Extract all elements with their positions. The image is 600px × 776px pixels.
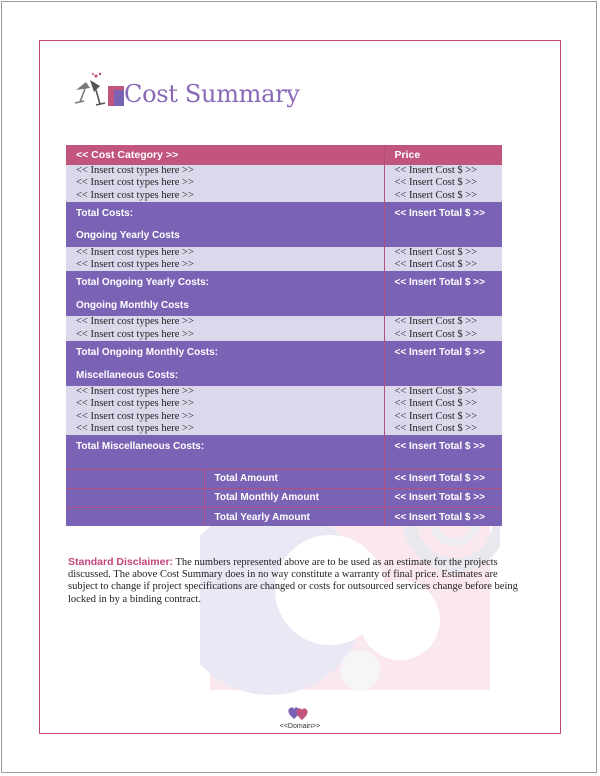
total-monthly-value: << Insert Total $ >> (384, 341, 502, 364)
cost-price-item: << Insert Cost $ >> (394, 165, 478, 176)
hearts-icon (287, 703, 311, 721)
cost-type-item: << Insert cost types here >> (76, 328, 194, 340)
cost-category-header: << Cost Category >> (66, 145, 384, 165)
total-row (66, 271, 502, 294)
cost-price-item: << Insert Cost $ >> (394, 398, 478, 410)
cost-summary-table (66, 145, 502, 526)
cost-price-item: << Insert Cost $ >> (394, 177, 478, 189)
total-monthly-amount-value: << Insert Total $ >> (384, 488, 502, 507)
cost-price-item: << Insert Cost $ >> (394, 259, 478, 271)
section-heading-row (66, 364, 502, 386)
cost-type-item: << Insert cost types here >> (76, 398, 194, 410)
total-misc-value: << Insert Total $ >> (384, 435, 502, 458)
total-row (66, 202, 502, 225)
cost-price-item: << Insert Cost $ >> (394, 422, 478, 434)
cost-type-item: << Insert cost types here >> (76, 189, 194, 201)
total-costs-label: Total Costs: (66, 202, 384, 225)
disclaimer-title: Standard Disclaimer: (68, 556, 174, 568)
table-row (66, 247, 502, 272)
cost-price-item: << Insert Cost $ >> (394, 328, 478, 340)
cost-type-item: << Insert cost types here >> (76, 386, 194, 398)
total-costs-value: << Insert Total $ >> (384, 202, 502, 225)
total-amount-value: << Insert Total $ >> (384, 469, 502, 488)
cost-price-item: << Insert Cost $ >> (394, 316, 478, 328)
total-yearly-value: << Insert Total $ >> (384, 271, 502, 294)
total-monthly-amount-label: Total Monthly Amount (204, 488, 384, 507)
table-row (66, 165, 502, 202)
yearly-heading: Ongoing Yearly Costs (66, 225, 384, 247)
cost-type-item: << Insert cost types here >> (76, 410, 194, 422)
cost-type-item: << Insert cost types here >> (76, 316, 194, 328)
disclaimer-text: The numbers represented above are to be used as an estimate for the projects discussed. The above Cost Summary does in no way constitute a warranty of final price. Estimates are subject to change if project specifications are changed or costs for outsourced services change before being locked in by a binding contract. (68, 557, 518, 605)
table-row (66, 386, 502, 435)
total-yearly-amount-label: Total Yearly Amount (204, 507, 384, 526)
misc-cost-list (66, 386, 384, 435)
monthly-price-list (384, 316, 502, 341)
price-header: Price (384, 145, 502, 165)
summary-row (66, 488, 502, 507)
yearly-price-list (384, 247, 502, 272)
yearly-cost-list (66, 247, 384, 272)
cost-type-item: << Insert cost types here >> (76, 422, 194, 434)
cost-price-list (384, 165, 502, 202)
total-yearly-label: Total Ongoing Yearly Costs: (66, 271, 384, 294)
page-title: Cost Summary (124, 80, 300, 108)
disclaimer (68, 556, 520, 606)
total-row (66, 435, 502, 458)
misc-price-list (384, 386, 502, 435)
table-header-row (66, 145, 502, 165)
total-monthly-label: Total Ongoing Monthly Costs: (66, 341, 384, 364)
monthly-cost-list (66, 316, 384, 341)
total-amount-label: Total Amount (204, 469, 384, 488)
cost-type-item: << Insert cost types here >> (76, 177, 194, 189)
misc-heading: Miscellaneous Costs: (66, 364, 384, 386)
total-yearly-amount-value: << Insert Total $ >> (384, 507, 502, 526)
summary-row (66, 469, 502, 488)
section-heading-row (66, 294, 502, 316)
summary-row (66, 507, 502, 526)
champagne-glasses-icon (72, 72, 124, 108)
cost-type-item: << Insert cost types here >> (76, 259, 194, 271)
footer-domain: <<Domain>> (279, 723, 321, 730)
section-heading-row (66, 225, 502, 247)
cost-type-list (66, 165, 384, 202)
table-row (66, 316, 502, 341)
cost-price-item: << Insert Cost $ >> (394, 189, 478, 201)
cost-price-item: << Insert Cost $ >> (394, 246, 478, 258)
cost-type-item: << Insert cost types here >> (76, 165, 194, 176)
monthly-heading: Ongoing Monthly Costs (66, 294, 384, 316)
cost-price-item: << Insert Cost $ >> (394, 410, 478, 422)
cost-price-item: << Insert Cost $ >> (394, 386, 478, 398)
total-misc-label: Total Miscellaneous Costs: (66, 435, 384, 458)
cost-type-item: << Insert cost types here >> (76, 246, 194, 258)
total-row (66, 341, 502, 364)
